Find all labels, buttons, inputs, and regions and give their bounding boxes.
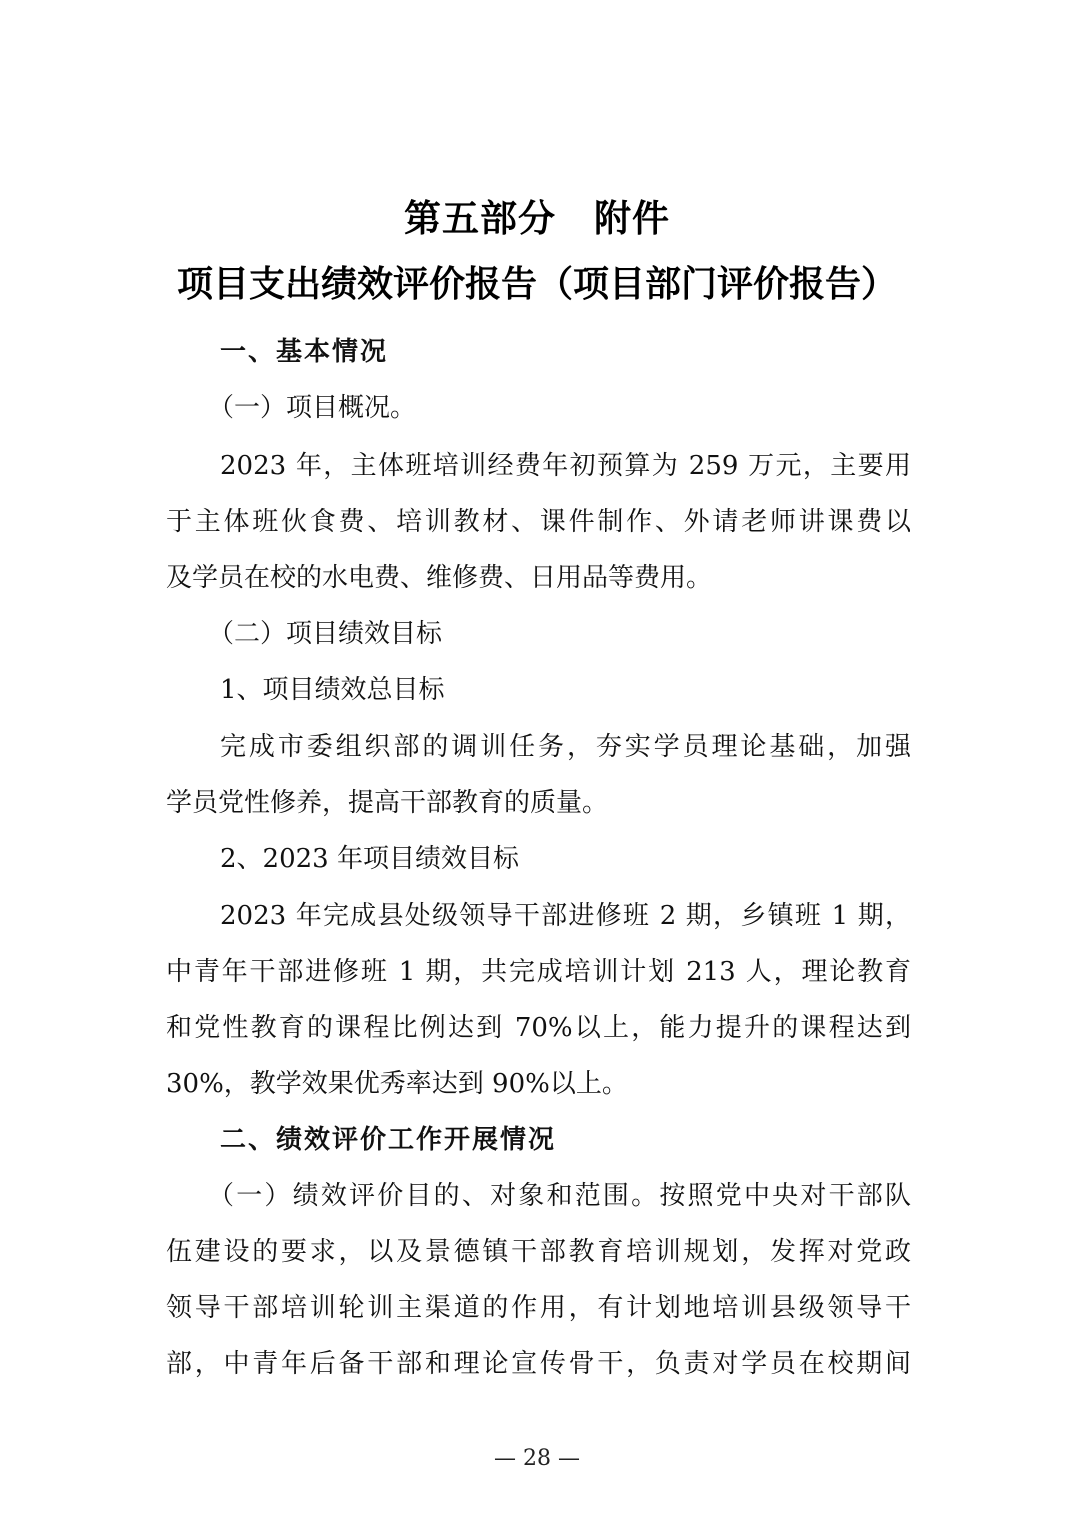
page-number: — 28 — xyxy=(494,1446,580,1471)
paragraph-line: 和党性教育的课程比例达到 70%以上，能力提升的课程达到 xyxy=(166,1013,911,1043)
paragraph-line: 学员党性修养，提高干部教育的质量。 xyxy=(166,788,609,818)
section-heading-1: 一、基本情况 xyxy=(220,337,389,367)
paragraph-line: 部，中青年后备干部和理论宣传骨干，负责对学员在校期间 xyxy=(166,1349,911,1379)
paragraph-line: 2023 年完成县处级领导干部进修班 2 期，乡镇班 1 期， xyxy=(220,901,911,931)
section-heading-2: 二、绩效评价工作开展情况 xyxy=(220,1125,557,1155)
subsection-heading: （一）项目概况。 xyxy=(208,393,417,423)
report-subtitle: 项目支出绩效评价报告（项目部门评价报告） xyxy=(176,264,897,305)
item-heading: 1、项目绩效总目标 xyxy=(220,675,445,705)
paragraph-line: 30%，教学效果优秀率达到 90%以上。 xyxy=(166,1069,628,1099)
paragraph-line: 中青年干部进修班 1 期，共完成培训计划 213 人，理论教育 xyxy=(166,957,911,987)
subsection-heading: （二）项目绩效目标 xyxy=(208,619,443,649)
paragraph-line: 完成市委组织部的调训任务，夯实学员理论基础，加强 xyxy=(220,732,911,762)
page-title: 第五部分 附件 xyxy=(404,197,670,240)
paragraph-line: 于主体班伙食费、培训教材、课件制作、外请老师讲课费以 xyxy=(166,507,911,537)
paragraph-line: （一）绩效评价目的、对象和范围。按照党中央对干部队 xyxy=(208,1181,911,1211)
paragraph-line: 2023 年，主体班培训经费年初预算为 259 万元，主要用 xyxy=(220,451,911,481)
paragraph-line: 及学员在校的水电费、维修费、日用品等费用。 xyxy=(166,563,713,593)
item-heading: 2、2023 年项目绩效目标 xyxy=(220,844,519,874)
paragraph-line: 伍建设的要求，以及景德镇干部教育培训规划，发挥对党政 xyxy=(166,1237,911,1267)
paragraph-line: 领导干部培训轮训主渠道的作用，有计划地培训县级领导干 xyxy=(166,1293,911,1323)
